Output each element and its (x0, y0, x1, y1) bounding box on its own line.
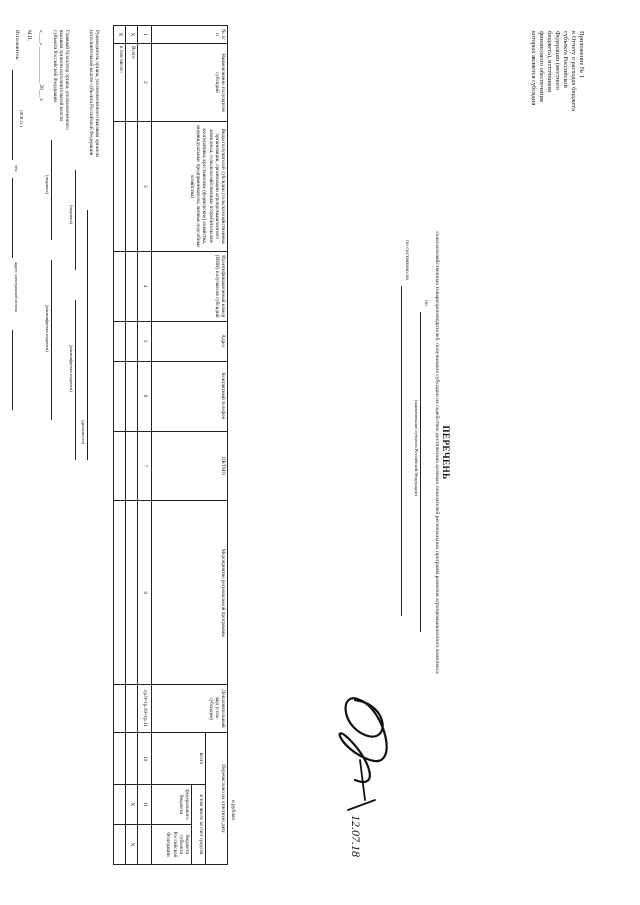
num-cell: 2 (138, 43, 152, 121)
name-hint: (расшифровка подписи) (69, 345, 74, 392)
acc-label-3: субъекта Российской Федерации (52, 30, 58, 102)
appendix-line: Приложение № 1 (578, 31, 585, 78)
acc-sign-hint: (подпись) (45, 175, 50, 195)
num-cell: 10 (138, 733, 152, 785)
header-extra: Дополнительный вид (сель-субсидии) (152, 685, 228, 733)
header-phone: Контактный телефон (152, 361, 228, 431)
row-mark: X (126, 26, 138, 44)
acc-label-1: Главный бухгалтер органа, уполномоченного (64, 30, 70, 130)
num-cell: 1 (138, 26, 152, 44)
num-cell: 8 (138, 501, 152, 685)
num-cell: гр.9=гр.10+гр.11 (138, 685, 152, 733)
header-oktmo: ОКТМО (152, 431, 228, 501)
email-hint: адрес электронной почты (14, 262, 19, 312)
total-label: Всего (126, 43, 138, 121)
header-transfer: Перечислено на отчетную дату (206, 733, 228, 865)
head-label-1: Руководитель органа, уполномоченного высшим органом (94, 30, 100, 157)
signature-date: 12.07.18 (349, 815, 363, 857)
appendix-line: бюджета), источником (546, 31, 553, 93)
appendix-line: Федерации (местного (554, 31, 561, 90)
num-cell: 11 (138, 784, 152, 824)
num-cell: 3 (138, 121, 152, 251)
date-line-text: «____» ______________ 20___ г. (38, 30, 44, 102)
header-recipient: Наименование получателя субсидий (152, 43, 228, 121)
header-inn: Идентификационный номер (ИНН) получателя субсидий (152, 251, 228, 321)
header-types: Виды получателей субсидии (сельскохозяйственные организации, организации агропромышленного комплекса, сельскохозяйственные потребительские кооперативы, крестьянские (фермерские) хозяйства, индивидуальные предприниматели, личные подсобные хозяйства) (152, 121, 228, 251)
header-incl: в том числе за счет средств (192, 784, 206, 864)
acc-label-2: высшим органом исполнительной власти (58, 30, 64, 122)
header-address: Адрес (152, 321, 228, 361)
appendix-line: субъекта Российской (562, 31, 569, 88)
head-label-2: исполнительной власти субъекта Российской Федерации (88, 30, 94, 156)
num-cell: 6 (138, 361, 152, 431)
header-federal: федерального бюджета (152, 784, 192, 824)
num-cell: 5 (138, 321, 152, 361)
subject-hint: (наименование субъекта Российской Федерации) (414, 400, 419, 496)
executor-label: Исполнитель: (14, 30, 20, 61)
appendix-line: к Отчету о расходах бюджета (570, 31, 577, 111)
header-regional: бюджета субъекта Российской Федерации (152, 824, 192, 864)
num-cell: 7 (138, 431, 152, 501)
fio-hint: (Ф.И.О.) (19, 110, 24, 127)
row-mark: X (114, 26, 126, 44)
appendix-line: финансового обеспечения (538, 31, 545, 102)
x-mark: X (126, 784, 138, 824)
label-date: по состоянию на (404, 240, 410, 280)
label-po: по (423, 300, 429, 306)
document-subtitle: сельскохозяйственных товаропроизводителей, получивших субсидии на содействие достижению целевых показателей региональных программ развития агропромышленного комплекса (434, 231, 440, 674)
num-cell: 4 (138, 251, 152, 321)
incl-label: в том числе: (114, 43, 126, 121)
position-hint: (должность) (81, 420, 86, 445)
x-mark: X (126, 824, 138, 864)
acc-name-hint: (расшифровка подписи) (45, 305, 50, 352)
mp-label: М.П. (26, 30, 32, 41)
header-num: № п/п (152, 26, 228, 44)
tel-hint: тел. (14, 165, 19, 173)
sign-hint: (подпись) (69, 205, 74, 225)
appendix-line: которых является субсидия (530, 31, 537, 106)
header-activity: Мероприятие региональной программы (152, 501, 228, 685)
unit-label: в рублях (230, 800, 236, 821)
document-title: ПЕРЕЧЕНЬ (441, 425, 451, 480)
header-total: всего (152, 733, 206, 785)
